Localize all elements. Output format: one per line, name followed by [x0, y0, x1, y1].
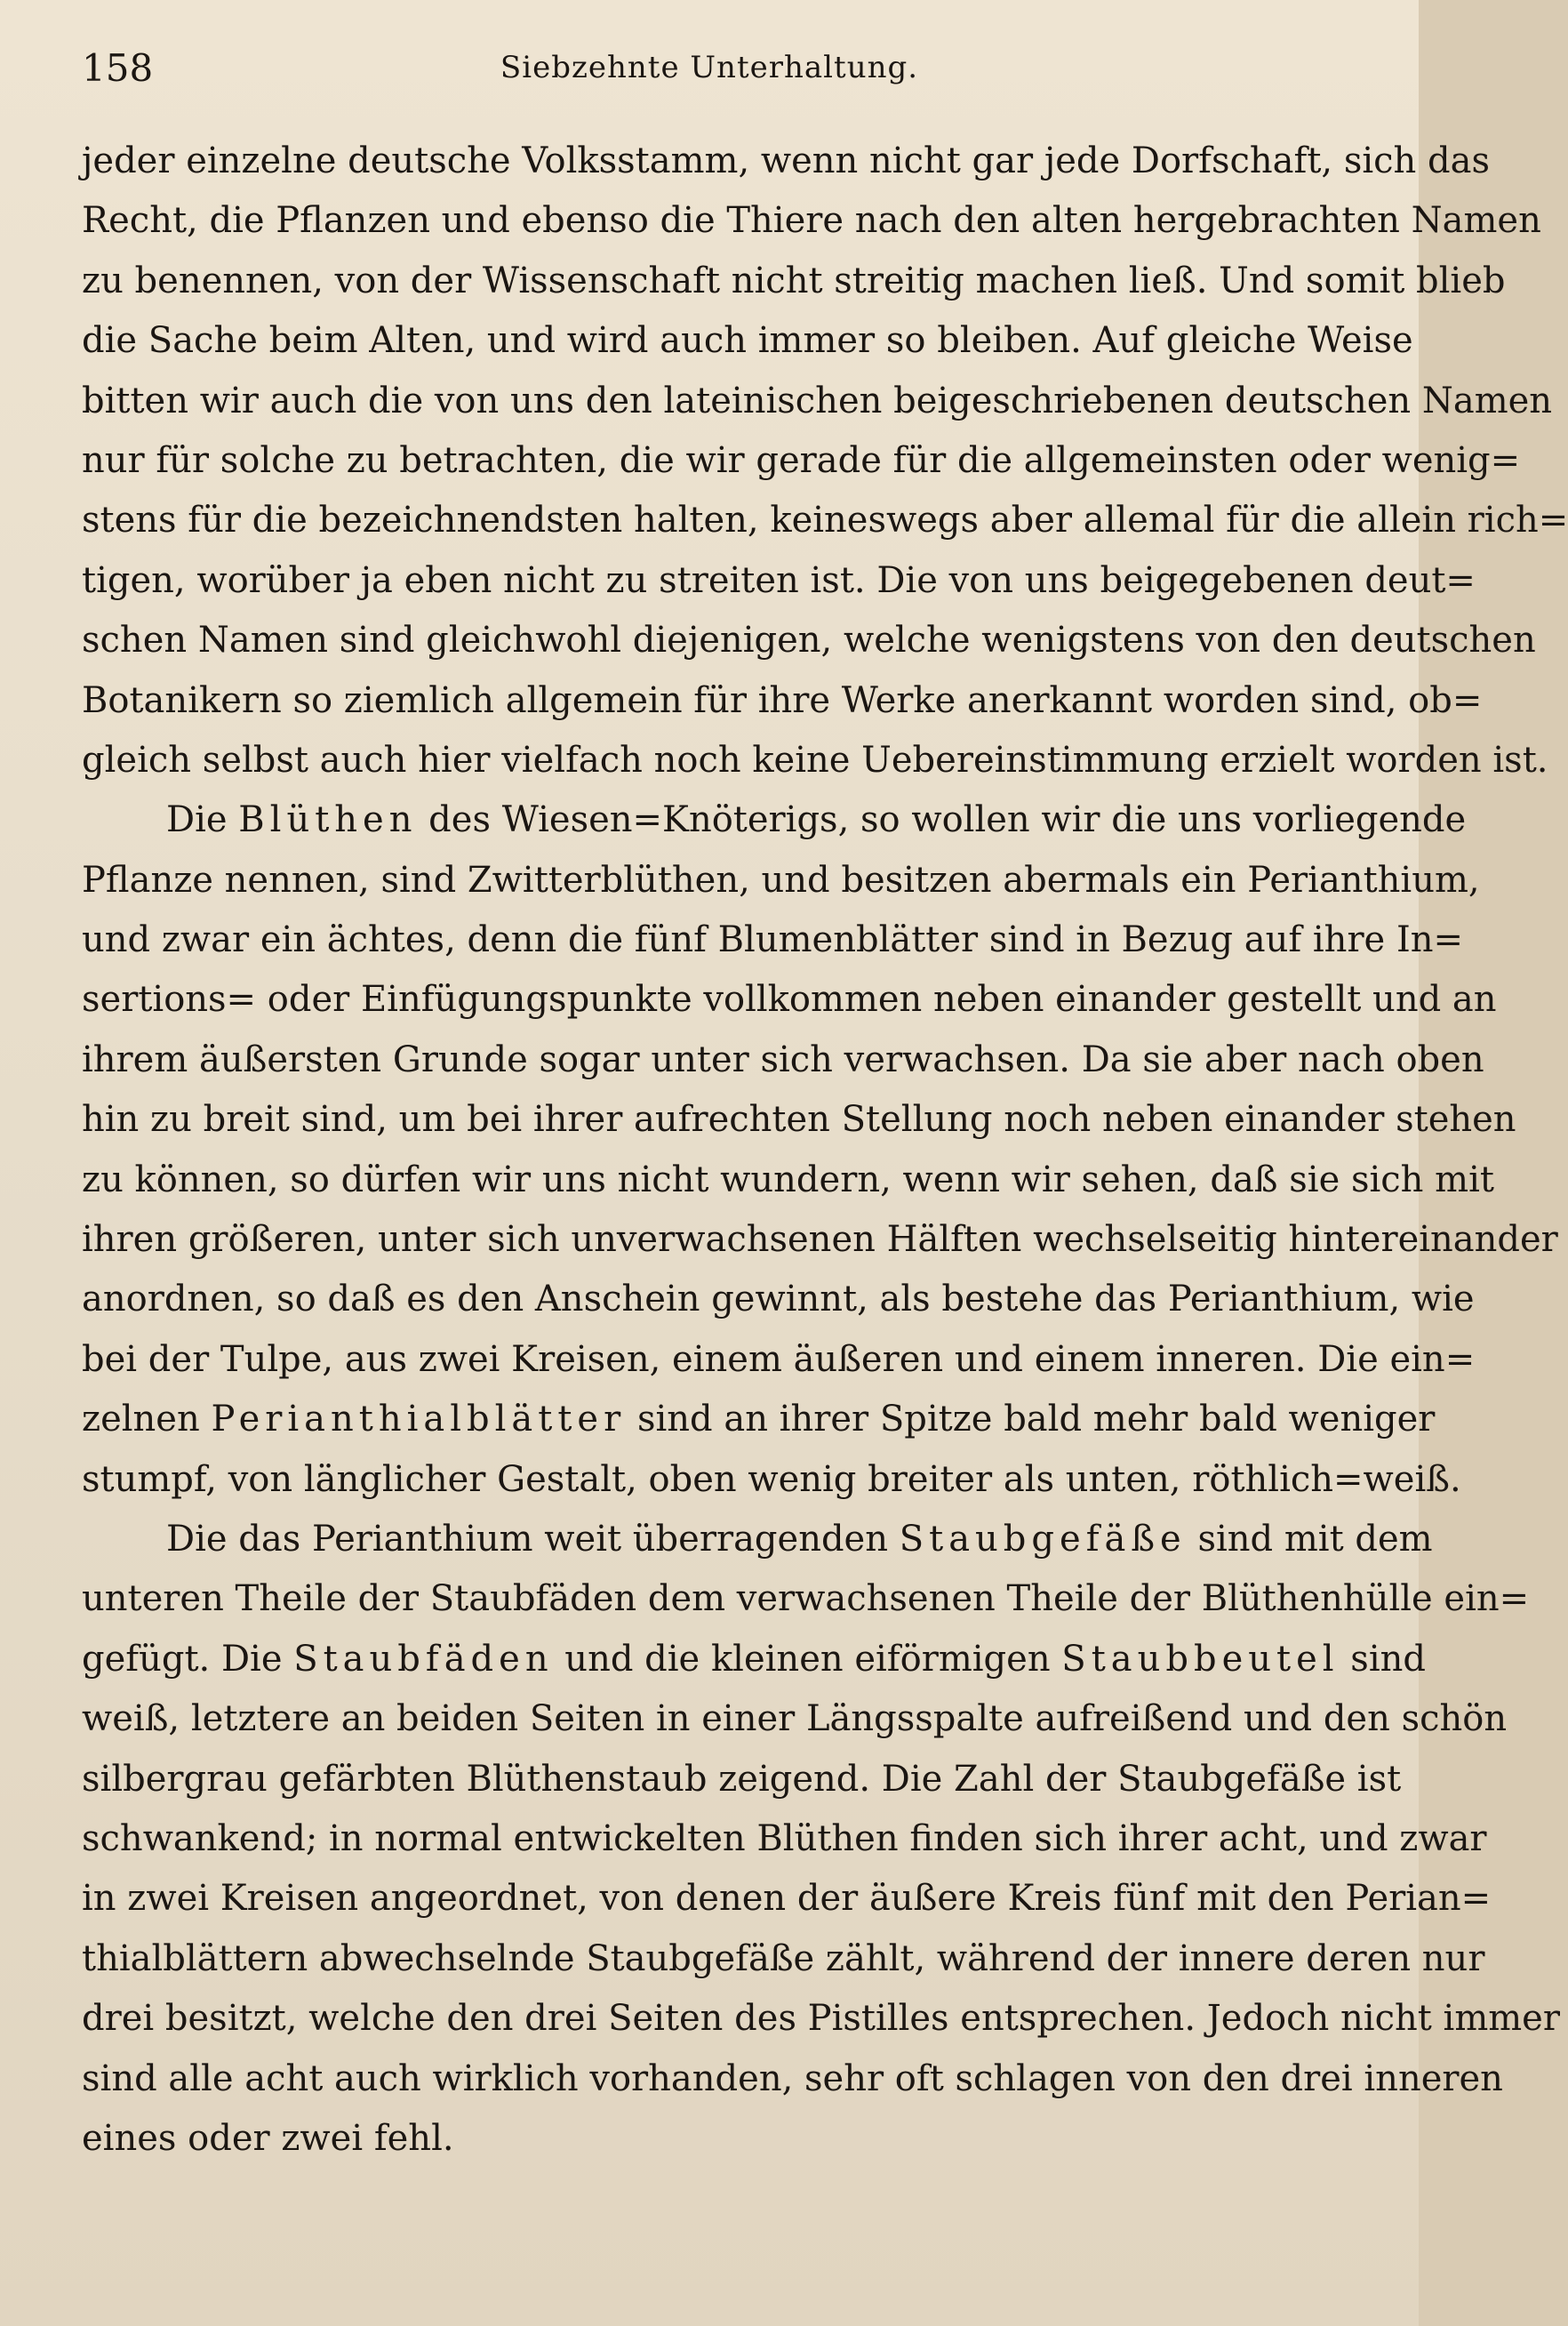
text-line: anordnen, so daß es den Anschein gewinnt, als bestehe das Perianthium, wie — [82, 1279, 1475, 1320]
text-fragment: sind — [1339, 1638, 1426, 1680]
text-line: weiß, letztere an beiden Seiten in einer Längsspalte aufreißend und den schön — [82, 1698, 1508, 1740]
spaced-term: Staubfäden — [293, 1638, 554, 1680]
text-line: zu benennen, von der Wissenschaft nicht streitig machen ließ. Und somit blieb — [82, 260, 1506, 301]
text-line: drei besitzt, welche den drei Seiten des Pistilles entsprechen. Jedoch nicht immer — [82, 1998, 1560, 2040]
text-line: Pflanze nennen, sind Zwitterblüthen, und besitzen abermals ein Perianthium, — [82, 859, 1480, 901]
running-head: Siebzehnte Unterhaltung. — [500, 50, 919, 85]
text-line: Recht, die Pflanzen und ebenso die Thiere nach den alten hergebrachten Namen — [82, 200, 1541, 242]
text-fragment: Die — [166, 799, 239, 841]
text-fragment: zelnen — [82, 1399, 212, 1440]
text-line: silbergrau gefärbten Blüthenstaub zeigend. Die Zahl der Staubgefäße ist — [82, 1758, 1402, 1800]
spaced-term: Blüthen — [238, 799, 418, 841]
text-fragment: des Wiesen=Knöterigs, so wollen wir die uns vorliegende — [417, 799, 1467, 841]
text-line: hin zu breit sind, um bei ihrer aufrechten Stellung noch neben einander stehen — [82, 1099, 1516, 1141]
text-line: Botanikern so ziemlich allgemein für ihre Werke anerkannt worden sind, ob= — [82, 679, 1483, 721]
text-line — [82, 1510, 1433, 1569]
text-line — [82, 1390, 1436, 1449]
text-line: ihrem äußersten Grunde sogar unter sich verwachsen. Da sie aber nach oben — [82, 1039, 1484, 1080]
text-line: jeder einzelne deutsche Volksstamm, wenn nicht gar jede Dorfschaft, sich das — [82, 140, 1491, 181]
text-line: und zwar ein ächtes, denn die fünf Blumenblätter sind in Bezug auf ihre In= — [82, 919, 1464, 961]
text-line: zu können, so dürfen wir uns nicht wundern, wenn wir sehen, daß sie sich mit — [82, 1159, 1494, 1200]
page-number: 158 — [82, 46, 154, 90]
text-line — [82, 1630, 1426, 1689]
text-fragment: sind an ihrer Spitze bald mehr bald weniger — [626, 1399, 1436, 1440]
text-line: bitten wir auch die von uns den lateinischen beigeschriebenen deutschen Namen — [82, 380, 1553, 421]
spaced-term: Staubgefäße — [899, 1518, 1187, 1560]
text-line — [82, 790, 1467, 850]
text-line: die Sache beim Alten, und wird auch immer so bleiben. Auf gleiche Weise — [82, 320, 1413, 362]
text-line: ihren größeren, unter sich unverwachsenen Hälften wechselseitig hintereinander — [82, 1219, 1558, 1261]
text-line: nur für solche zu betrachten, die wir gerade für die allgemeinsten oder wenig= — [82, 439, 1521, 481]
text-line: thialblättern abwechselnde Staubgefäße zählt, während der innere deren nur — [82, 1937, 1485, 1979]
text-fragment: sind mit dem — [1186, 1518, 1433, 1560]
spaced-term: Staubbeutel — [1061, 1638, 1340, 1680]
text-line: unteren Theile der Staubfäden dem verwachsenen Theile der Blüthenhülle ein= — [82, 1578, 1530, 1620]
text-fragment: Die das Perianthium weit überragenden — [166, 1518, 900, 1560]
spaced-term: Perianthialblätter — [211, 1399, 627, 1440]
text-line: sertions= oder Einfügungspunkte vollkommen neben einander gestellt und an — [82, 979, 1497, 1021]
text-line: stumpf, von länglicher Gestalt, oben wenig breiter als unten, röthlich=weiß. — [82, 1458, 1461, 1500]
body-text — [82, 132, 1568, 2169]
text-fragment: und die kleinen eiförmigen — [553, 1638, 1062, 1680]
text-line: sind alle acht auch wirklich vorhanden, sehr oft schlagen von den drei inneren — [82, 2057, 1503, 2099]
page-header — [0, 46, 1419, 108]
text-line: schwankend; in normal entwickelten Blüthen finden sich ihrer acht, und zwar — [82, 1817, 1487, 1859]
text-line: bei der Tulpe, aus zwei Kreisen, einem äußeren und einem inneren. Die ein= — [82, 1338, 1476, 1380]
text-line: in zwei Kreisen angeordnet, von denen der äußere Kreis fünf mit den Perian= — [82, 1878, 1492, 1920]
text-line: stens für die bezeichnendsten halten, keineswegs aber allemal für die allein rich= — [82, 500, 1568, 541]
text-line: schen Namen sind gleichwohl diejenigen, welche wenigstens von den deutschen — [82, 620, 1536, 662]
text-fragment: gefügt. Die — [82, 1638, 294, 1680]
text-line: gleich selbst auch hier vielfach noch keine Uebereinstimmung erzielt worden ist. — [82, 739, 1548, 781]
text-line: eines oder zwei fehl. — [82, 2117, 454, 2159]
text-line: tigen, worüber ja eben nicht zu streiten ist. Die von uns beigegebenen deut= — [82, 559, 1476, 601]
